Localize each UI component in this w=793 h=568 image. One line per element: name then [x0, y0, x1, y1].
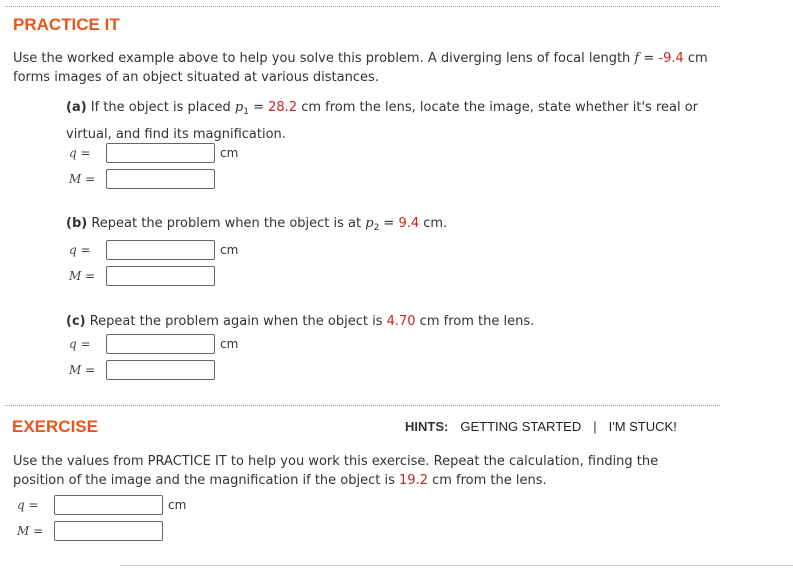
- part-a-text: (a) If the object is placed $p_1 = 28.2$ cm from the lens, locate the image, state whether it's real or virtual, and find its magnification.: [66, 100, 699, 142]
- unit-label: cm: [168, 498, 187, 512]
- q-label: q =: [69, 243, 91, 257]
- part-b-text: (b) Repeat the problem when the object is at $p_2 = 9.4$ cm.: [66, 216, 448, 233]
- im-stuck-link[interactable]: I'M STUCK!: [608, 419, 677, 434]
- hints-separator: |: [593, 419, 597, 434]
- part-c-text: (c) Repeat the problem again when the object is 4.70 cm from the lens.: [66, 314, 535, 329]
- part-c-q-input[interactable]: [106, 334, 215, 354]
- part-b-q-row: [69, 239, 238, 261]
- object-distance-c: 4.70: [386, 314, 416, 329]
- object-distance-exercise: 19.2: [399, 473, 428, 488]
- getting-started-link[interactable]: GETTING STARTED: [460, 419, 582, 434]
- unit-label: cm: [220, 243, 239, 257]
- part-b-m-row: [69, 265, 215, 287]
- part-a-q-input[interactable]: [106, 143, 215, 163]
- exercise-text: Use the values from PRACTICE IT to help you work this exercise. Repeat the calculation, finding the position of the image and the magnification if the object is 19.2 cm from the lens.: [13, 454, 659, 488]
- part-c-q-row: [69, 333, 238, 355]
- part-a-m-row: [69, 168, 215, 190]
- part-a-q-row: [69, 142, 238, 164]
- part-b-m-input[interactable]: [106, 266, 215, 286]
- q-label: q =: [17, 498, 39, 512]
- m-label: M =: [69, 269, 96, 283]
- q-label: q =: [69, 337, 91, 351]
- hints-label: HINTS:: [405, 419, 449, 434]
- object-distance-a: 28.2: [268, 100, 298, 115]
- unit-label: cm: [220, 146, 239, 160]
- hints-bar: [405, 419, 677, 434]
- part-c-m-row: [69, 359, 215, 381]
- exercise-m-input[interactable]: [54, 521, 163, 541]
- part-b-q-input[interactable]: [106, 240, 215, 260]
- m-label: M =: [69, 172, 96, 186]
- exercise-divider: [5, 405, 720, 406]
- practice-title: PRACTICE IT: [13, 15, 120, 34]
- object-distance-b: 9.4: [398, 216, 420, 231]
- part-a-m-input[interactable]: [106, 169, 215, 189]
- top-divider: [5, 6, 720, 7]
- exercise-q-input[interactable]: [54, 495, 163, 515]
- focal-length-value: -9.4: [658, 51, 684, 66]
- m-label: M =: [69, 363, 96, 377]
- bottom-panel-edge: [120, 565, 793, 566]
- practice-intro: Use the worked example above to help you solve this problem. A diverging lens of focal length f = -9.4 cm forms images of an object situated at various distances.: [13, 51, 708, 85]
- part-c-m-input[interactable]: [106, 360, 215, 380]
- unit-label: cm: [220, 337, 239, 351]
- m-label: M =: [17, 524, 44, 538]
- exercise-m-row: [17, 520, 163, 542]
- q-label: q =: [69, 146, 91, 160]
- exercise-title: EXERCISE: [12, 417, 98, 436]
- exercise-q-row: [17, 494, 186, 516]
